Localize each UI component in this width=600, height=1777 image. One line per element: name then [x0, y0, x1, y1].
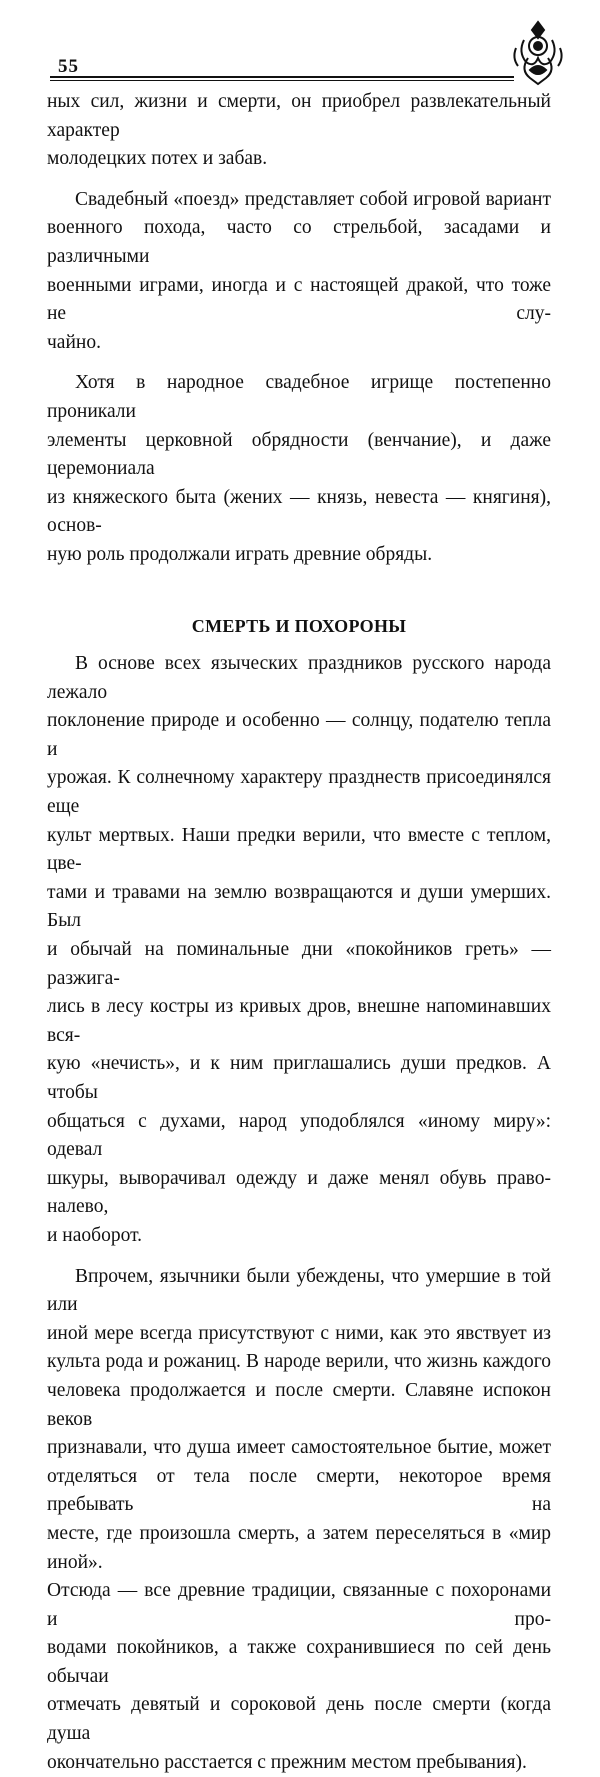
- text-line: иной мере всегда присутствуют с ними, как это явствует из: [47, 1322, 551, 1344]
- header-rule-thick: [50, 76, 514, 78]
- section-heading: СМЕРТЬ И ПОХОРОНЫ: [191, 615, 407, 636]
- paragraphs-after-heading: [47, 650, 551, 1777]
- text-line: лись в лесу костры из кривых дров, внешне напоминавших вся-: [47, 996, 551, 1046]
- paragraph-gap: [47, 1251, 551, 1263]
- text-line: водами покойников, а также сохранившиеся по сей день обычаи: [47, 1637, 551, 1687]
- header-rule-thin: [50, 80, 514, 81]
- text-line: окончательно расстается с прежним местом пребывания).: [47, 1751, 527, 1773]
- text-line: культ мертвых. Наши предки верили, что вместе с теплом, цве-: [47, 824, 551, 875]
- text-line: шкуры, выворачивал одежду и даже менял обувь право-налево,: [47, 1167, 551, 1218]
- text-line: Отсюда — все древние традиции, связанные с похоронами и про-: [47, 1580, 551, 1630]
- text-line: Впрочем, язычники были убеждены, что умершие в той или: [47, 1265, 551, 1316]
- text-line: Хотя в народное свадебное игрище постепенно проникали: [47, 372, 551, 422]
- text-line: военными играми, иногда и с настоящей дракой, что тоже не слу-: [47, 274, 551, 325]
- text-line: военного похода, часто со стрельбой, засадами и различными: [47, 217, 551, 267]
- text-line: месте, где произошла смерть, а затем переселяться в «мир иной».: [47, 1522, 551, 1573]
- text-line: человека продолжается и после смерти. Славяне испокон веков: [47, 1379, 551, 1430]
- page-header: [50, 56, 510, 82]
- text-line: отмечать девятый и сороковой день после смерти (когда душа: [47, 1694, 551, 1745]
- text-line: Свадебный «поезд» представляет собой игровой вариант: [75, 188, 551, 210]
- text-line: В основе всех языческих праздников русского народа лежало: [47, 653, 551, 703]
- text-line: и наоборот.: [47, 1224, 142, 1246]
- text-line: из княжеского быта (жених — князь, невеста — княгиня), основ-: [47, 486, 551, 537]
- text-line: поклонение природе и особенно — солнцу, подателю тепла и: [47, 710, 551, 760]
- text-line: чайно.: [47, 331, 101, 353]
- text-line: ных сил, жизни и смерти, он приобрел развлекательный характер: [47, 91, 551, 141]
- text-line: урожая. К солнечному характеру празднеств присоединялся еще: [47, 767, 551, 818]
- text-line: культа рода и рожаниц. В народе верили, что жизнь каждого: [47, 1351, 551, 1373]
- page-number: 55: [58, 56, 79, 77]
- text-line: общаться с духами, народ уподоблялся «иному миру»: одевал: [47, 1110, 551, 1161]
- text-line: молодецких потех и забав.: [47, 148, 268, 170]
- text-line: кую «нечисть», и к ним приглашались души предков. А чтобы: [47, 1053, 551, 1103]
- text-line: отделяться от тела после смерти, некоторое время пребывать на: [47, 1465, 551, 1516]
- text-line: признавали, что душа имеет самостоятельное бытие, может: [47, 1437, 551, 1459]
- page-body: [47, 88, 551, 1777]
- paragraph-gap: [47, 357, 551, 369]
- text-line: тами и травами на землю возвращаются и души умерших. Был: [47, 881, 551, 932]
- ornamental-knot-emblem-icon: [510, 18, 566, 88]
- text-line: и обычай на поминальные дни «покойников греть» — разжига-: [47, 939, 551, 989]
- paragraphs-before-heading: [47, 88, 551, 570]
- text-line: элементы церковной обрядности (венчание), и даже церемониала: [47, 429, 551, 480]
- paragraph-gap: [47, 174, 551, 186]
- text-line: ную роль продолжали играть древние обряды.: [47, 543, 433, 565]
